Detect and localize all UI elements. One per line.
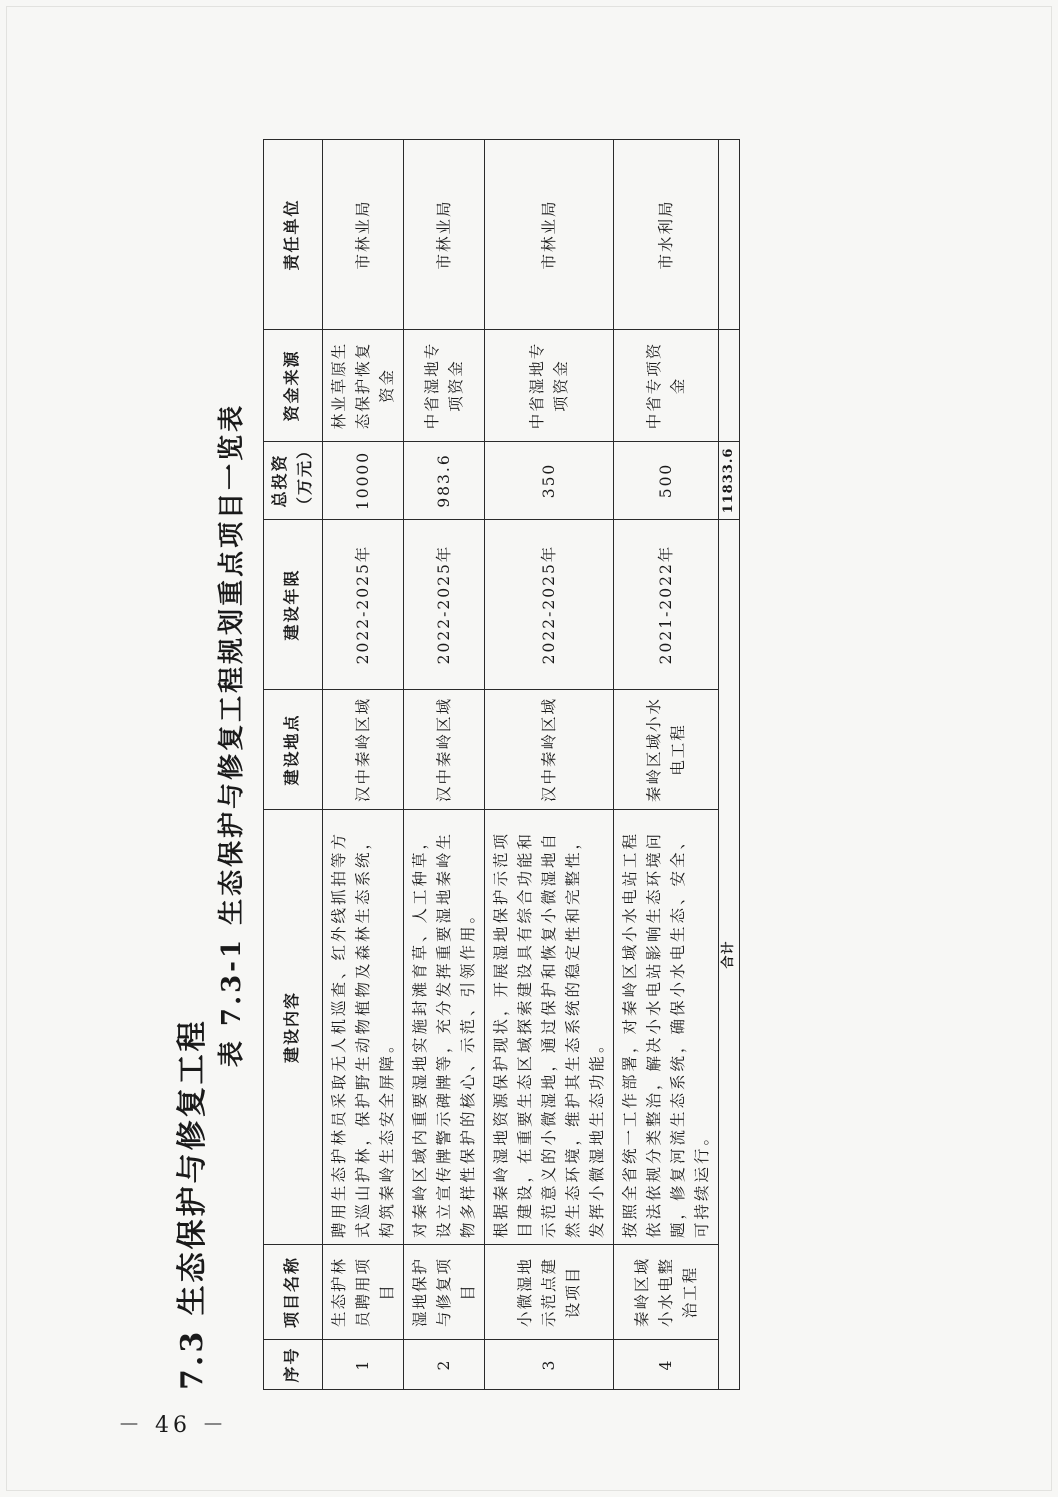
cell-name: 生态护林员聘用项目	[322, 1245, 403, 1340]
table-row	[484, 140, 613, 1390]
cell-location: 秦岭区域小水电工程	[613, 690, 718, 810]
section-title: 7.3 生态保护与修复工程	[175, 1018, 210, 1390]
cell-investment: 10000	[322, 442, 403, 520]
table-row	[613, 140, 718, 1390]
cell-period: 2022-2025年	[322, 520, 403, 690]
cell-location: 汉中秦岭区域	[403, 690, 484, 810]
rotated-content	[155, 70, 1055, 1400]
cell-investment: 350	[484, 442, 613, 520]
cell-no: 1	[322, 1340, 403, 1390]
cell-content: 聘用生态护林员采取无人机巡查、红外线抓拍等方式巡山护林，保护野生动物植物及森林生态系统，构筑秦岭生态安全屏障。	[322, 810, 403, 1245]
cell-content: 对秦岭区域内重要湿地实施封滩育草、人工种草，设立宣传牌警示碑牌等，充分发挥重要湿地秦岭生物多样性保护的核心、示范、引领作用。	[403, 810, 484, 1245]
total-label: 合计	[718, 520, 739, 1390]
header-content: 建设内容	[264, 810, 323, 1245]
table-title: 表 7.3-1 生态保护与修复工程规划重点项目一览表	[217, 402, 247, 1068]
header-unit: 责任单位	[264, 140, 323, 330]
cell-investment: 983.6	[403, 442, 484, 520]
cell-investment: 500	[613, 442, 718, 520]
table-header-row	[264, 140, 323, 1390]
cell-content: 按照全省统一工作部署，对秦岭区域小水电站工程依法依规分类整治，解决小水电站影响生态环境问题，修复河流生态系统，确保小水电生态、安全、可持续运行。	[613, 810, 718, 1245]
cell-period: 2021-2022年	[613, 520, 718, 690]
total-investment: 11833.6	[718, 442, 739, 520]
header-funding: 资金来源	[264, 330, 323, 442]
header-investment: 总投资（万元）	[264, 442, 323, 520]
header-no: 序号	[264, 1340, 323, 1390]
table-row	[322, 140, 403, 1390]
total-row	[718, 140, 739, 1390]
cell-period: 2022-2025年	[403, 520, 484, 690]
total-funding-empty	[718, 330, 739, 442]
cell-location: 汉中秦岭区域	[484, 690, 613, 810]
cell-funding: 中省湿地专项资金	[484, 330, 613, 442]
cell-name: 湿地保护与修复项目	[403, 1245, 484, 1340]
cell-period: 2022-2025年	[484, 520, 613, 690]
cell-name: 秦岭区域小水电整治工程	[613, 1245, 718, 1340]
cell-no: 4	[613, 1340, 718, 1390]
cell-funding: 中省专项资金	[613, 330, 718, 442]
page-number: － 46 －	[118, 1413, 228, 1438]
total-unit-empty	[718, 140, 739, 330]
cell-no: 2	[403, 1340, 484, 1390]
cell-name: 小微湿地示范点建设项目	[484, 1245, 613, 1340]
table-row	[403, 140, 484, 1390]
cell-unit: 市水利局	[613, 140, 718, 330]
cell-unit: 市林业局	[403, 140, 484, 330]
header-period: 建设年限	[264, 520, 323, 690]
cell-content: 根据秦岭湿地资源保护现状，开展湿地保护示范项目建设，在重要生态区域探索建设具有综合功能和示范意义的小微湿地，通过保护和恢复小微湿地自然生态环境，维护其生态系统的稳定性和完整性，发挥小微湿地生态功能。	[484, 810, 613, 1245]
cell-no: 3	[484, 1340, 613, 1390]
header-name: 项目名称	[264, 1245, 323, 1340]
cell-funding: 林业草原生态保护恢复资金	[322, 330, 403, 442]
cell-funding: 中省湿地专项资金	[403, 330, 484, 442]
header-location: 建设地点	[264, 690, 323, 810]
cell-unit: 市林业局	[322, 140, 403, 330]
cell-location: 汉中秦岭区域	[322, 690, 403, 810]
projects-table	[263, 139, 740, 1390]
cell-unit: 市林业局	[484, 140, 613, 330]
